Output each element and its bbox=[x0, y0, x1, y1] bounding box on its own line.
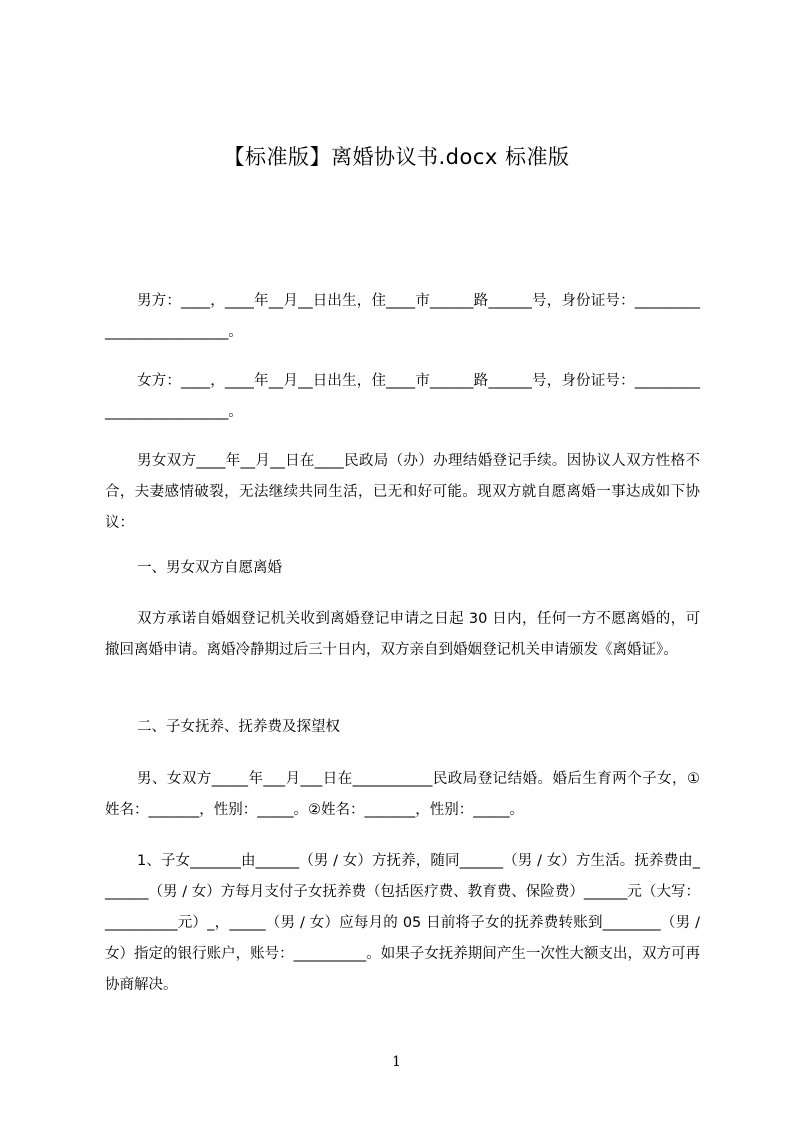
section-two-heading: 二、子女抚养、抚养费及探望权 bbox=[137, 719, 340, 735]
marriage-intro-paragraph: 男女双方____年__月__日在____民政局（办）办理结婚登记手续。因协议人双方性格不合，夫妻感情破裂，无法继续共同生活，已无和好可能。现双方就自愿离婚一事达成如下协议： bbox=[105, 453, 700, 531]
section-one-paragraph: 双方承诺自婚姻登记机关收到离婚登记申请之日起 30 日内，任何一方不愿离婚的，可撤回离婚申请。离婚冷静期过后三十日内，双方亲自到婚姻登记机关申请颁发《离婚证》。 bbox=[105, 611, 700, 658]
section-one-heading: 一、男女双方自愿离婚 bbox=[137, 560, 282, 576]
section-two-item1-paragraph: 1、子女_______由______（男 / 女）方抚养，随同______（男 / 女）方生活。抚养费由_______（男 / 女）方每月支付子女抚养费（包括医疗费、教育费、保险费）______元（大写：__________元）_，_____（男 / 女）应每月的 05 日前将子女的抚养费转账到________（男 / 女）指定的银行账户，账号：__________。如果子女抚养期间产生一次性大额支出，双方可再协商解决。 bbox=[105, 853, 700, 993]
male-party-paragraph: 男方：____，____年__月__日出生，住____市______路______号，身份证号：__________________________。 bbox=[105, 293, 700, 340]
page-number: 1 bbox=[392, 1054, 401, 1070]
document-title: 【标准版】离婚协议书.docx 标准版 bbox=[223, 145, 570, 169]
section-two-intro-paragraph: 男、女双方_____年___月___日在___________民政局登记结婚。婚后生育两个子女，①姓名：_______，性别：_____。②姓名：_______，性别：_____。 bbox=[105, 771, 700, 818]
female-party-paragraph: 女方：____，____年__月__日出生，住____市______路______号，身份证号：__________________________。 bbox=[105, 373, 700, 420]
